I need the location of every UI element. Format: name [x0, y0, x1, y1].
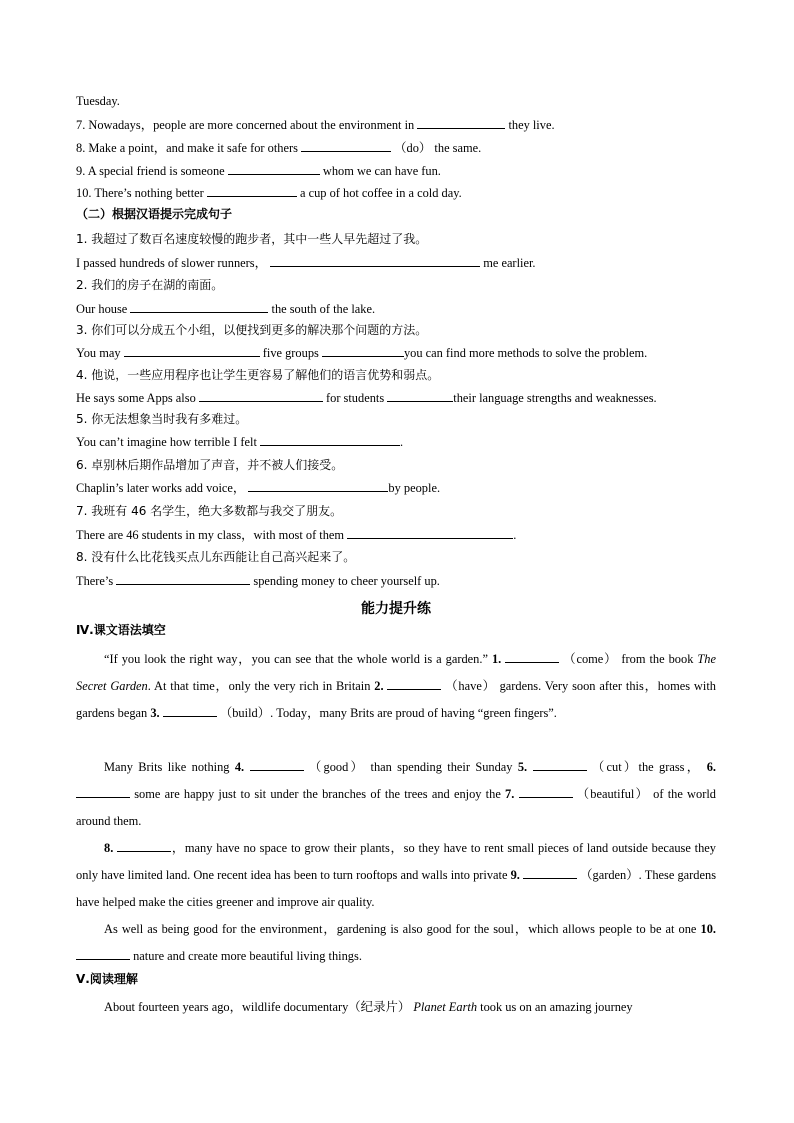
- paragraph-text: （good） than spending their Sunday: [308, 760, 513, 774]
- answer-blank[interactable]: [387, 677, 441, 690]
- paragraph-text: （cut）the grass，: [591, 760, 702, 774]
- paragraph-text: （garden）. These gardens have helped make the cities greener and improve air quality.: [76, 868, 717, 909]
- sentence-text: .: [400, 435, 404, 449]
- book-title: The Secret Garden: [76, 652, 716, 693]
- answer-blank[interactable]: [199, 389, 323, 402]
- answer-blank[interactable]: [250, 758, 304, 771]
- text: Tuesday.: [76, 94, 120, 108]
- question-text: 10. There’s nothing better: [76, 186, 204, 200]
- blank-number: 10.: [700, 922, 716, 936]
- chinese-prompt: 7. 我班有 46 名学生，绝大多数都与我交了朋友。: [76, 504, 343, 518]
- blank-number: 3.: [150, 706, 160, 720]
- question-7: [76, 116, 555, 134]
- sentence-text: There’s: [76, 574, 114, 588]
- paragraph-text: （come） from the book: [563, 652, 694, 666]
- sentence-text: He says some Apps also: [76, 391, 196, 405]
- answer-blank[interactable]: [347, 526, 513, 539]
- paragraph-text: ，many have no space to grow their plants，so they have to rent small pieces of land outside because they only have limited land. One recent idea has been to turn rooftops and walls into private: [76, 841, 716, 882]
- answer-blank[interactable]: [322, 344, 404, 357]
- page-heading: 能力提升练: [361, 601, 431, 617]
- chinese-prompt: 1. 我超过了数百名速度较慢的跑步者，其中一些人早先超过了我。: [76, 232, 428, 246]
- section-title: （二）根据汉语提示完成句子: [76, 207, 233, 221]
- answer-blank[interactable]: [248, 479, 388, 492]
- answer-blank[interactable]: [207, 184, 297, 197]
- sentence-text: .: [513, 528, 517, 542]
- film-title: Planet Earth: [413, 1000, 478, 1014]
- paragraph-text: nature and create more beautiful living things.: [133, 949, 362, 963]
- sentence-text: by people.: [388, 481, 441, 495]
- blank-number: 7.: [505, 787, 515, 801]
- sentence-3: [76, 344, 647, 362]
- question-text: 9. A special friend is someone: [76, 164, 225, 178]
- paragraph-text: （have） gardens. Very soon after this，homes with gardens began: [76, 679, 716, 720]
- paragraph-text: As well as being good for the environment，gardening is also good for the soul，which allows people to be at one: [104, 922, 697, 936]
- answer-blank[interactable]: [533, 758, 587, 771]
- paragraph-text: . At that time，only the very rich in Britain: [147, 679, 371, 693]
- sentence-8: [76, 572, 440, 590]
- paragraph-text: Many Brits like nothing: [104, 760, 230, 774]
- answer-blank[interactable]: [260, 433, 400, 446]
- cloze-paragraph-2: [76, 754, 716, 835]
- sentence-text: Our house: [76, 302, 128, 316]
- answer-blank[interactable]: [523, 866, 577, 879]
- cloze-paragraph-1: [76, 646, 716, 727]
- blank-number: 6.: [706, 760, 717, 774]
- cloze-paragraph-3: [76, 835, 716, 916]
- answer-blank[interactable]: [417, 116, 505, 129]
- answer-blank[interactable]: [76, 785, 130, 798]
- chinese-prompt: 6. 卓别林后期作品增加了声音，并不被人们接受。: [76, 458, 344, 472]
- answer-blank[interactable]: [124, 344, 260, 357]
- answer-blank[interactable]: [301, 139, 391, 152]
- section-title: Ⅴ.阅读理解: [76, 972, 138, 986]
- answer-blank[interactable]: [116, 572, 250, 585]
- sentence-6: [76, 479, 440, 497]
- paragraph-text: took us on an amazing journey: [480, 1000, 633, 1014]
- blank-number: 1.: [491, 652, 502, 666]
- blank-number: 2.: [374, 679, 384, 693]
- answer-blank[interactable]: [519, 785, 573, 798]
- section-title: Ⅳ.课文语法填空: [76, 623, 166, 637]
- sentence-7: [76, 526, 516, 544]
- chinese-prompt: 5. 你无法想象当时我有多难过。: [76, 412, 248, 426]
- question-text: they live.: [508, 118, 555, 132]
- question-10: [76, 184, 462, 202]
- sentence-4: [76, 389, 657, 407]
- sentence-text: There are 46 students in my class，with most of them: [76, 528, 345, 542]
- paragraph-text: （beautiful） of the world around them.: [76, 787, 716, 828]
- sentence-text: you can find more methods to solve the problem.: [403, 346, 648, 360]
- answer-blank[interactable]: [387, 389, 453, 402]
- answer-blank[interactable]: [270, 254, 480, 267]
- sentence-text: their language strengths and weaknesses.: [453, 391, 657, 405]
- sentence-text: the south of the lake.: [271, 302, 376, 316]
- sentence-5: [76, 433, 403, 451]
- question-text: 8. Make a point，and make it safe for others: [76, 141, 298, 155]
- blank-number: 5.: [517, 760, 528, 774]
- chinese-prompt: 3. 你们可以分成五个小组，以便找到更多的解决那个问题的方法。: [76, 323, 428, 337]
- cloze-paragraph-4: [76, 916, 716, 970]
- question-text: a cup of hot coffee in a cold day.: [300, 186, 462, 200]
- paragraph-text: （build）. Today，many Brits are proud of having “green fingers”.: [219, 706, 557, 720]
- blank-number: 4.: [234, 760, 245, 774]
- sentence-text: You may: [76, 346, 121, 360]
- question-9: [76, 162, 441, 180]
- chinese-prompt: 8. 没有什么比花钱买点儿东西能让自己高兴起来了。: [76, 550, 356, 564]
- answer-blank[interactable]: [228, 162, 320, 175]
- question-text: （do） the same.: [394, 141, 482, 155]
- paragraph-text: “If you look the right way，you can see that the whole world is a garden.”: [104, 652, 488, 666]
- sentence-text: Chaplin’s later works add voice，: [76, 481, 246, 495]
- chinese-prompt: 2. 我们的房子在湖的南面。: [76, 278, 224, 292]
- question-text: whom we can have fun.: [322, 164, 441, 178]
- text-line: [76, 92, 120, 110]
- paragraph-text: About fourteen years ago，wildlife documentary（纪录片）: [104, 1000, 411, 1014]
- question-text: 7. Nowadays，people are more concerned about the environment in: [76, 118, 415, 132]
- sentence-1: [76, 254, 536, 272]
- blank-number: 9.: [510, 868, 520, 882]
- chinese-prompt: 4. 他说，一些应用程序也让学生更容易了解他们的语言优势和弱点。: [76, 368, 440, 382]
- sentence-text: You can’t imagine how terrible I felt: [76, 435, 257, 449]
- reading-paragraph-1: [76, 994, 716, 1021]
- answer-blank[interactable]: [130, 300, 268, 313]
- answer-blank[interactable]: [163, 704, 217, 717]
- sentence-2: [76, 300, 375, 318]
- paragraph-text: some are happy just to sit under the branches of the trees and enjoy the: [134, 787, 501, 801]
- sentence-text: five groups: [262, 346, 319, 360]
- answer-blank[interactable]: [505, 650, 559, 663]
- answer-blank[interactable]: [76, 947, 130, 960]
- question-8: [76, 139, 481, 157]
- sentence-text: for students: [326, 391, 385, 405]
- answer-blank[interactable]: [117, 839, 171, 852]
- sentence-text: me earlier.: [483, 256, 536, 270]
- blank-number: 8.: [104, 841, 114, 855]
- sentence-text: I passed hundreds of slower runners，: [76, 256, 267, 270]
- sentence-text: spending money to cheer yourself up.: [253, 574, 440, 588]
